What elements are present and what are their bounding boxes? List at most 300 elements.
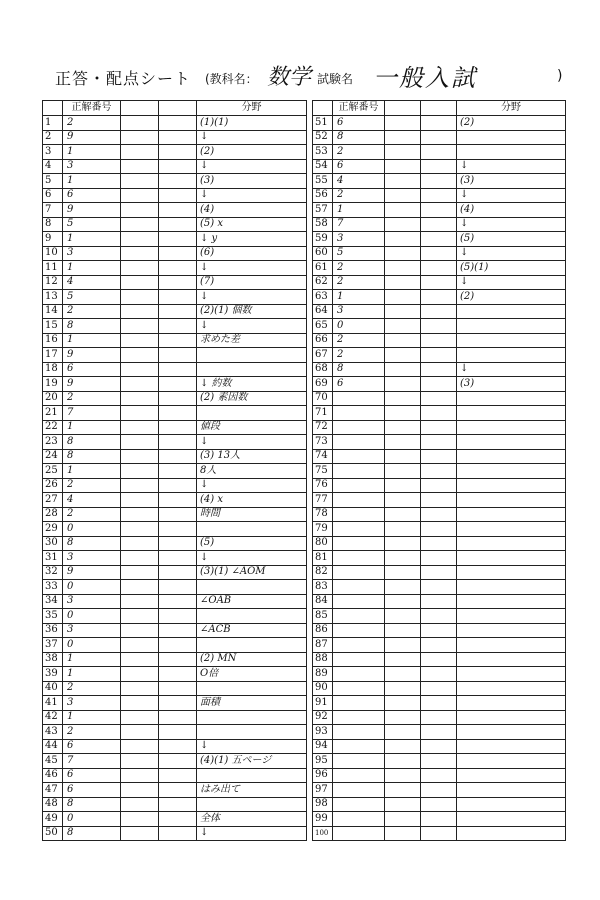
subject-label: (教科名：	[205, 72, 258, 86]
blank-cell	[421, 478, 457, 493]
field-value	[457, 710, 566, 725]
question-number: 96	[313, 768, 333, 783]
question-number: 84	[313, 594, 333, 609]
table-row	[313, 797, 566, 812]
blank-cell	[159, 681, 197, 696]
question-number: 13	[43, 290, 63, 305]
question-number: 10	[43, 246, 63, 261]
table-row	[43, 652, 307, 667]
blank-cell	[121, 377, 159, 392]
question-number: 97	[313, 783, 333, 798]
table-row	[313, 246, 566, 261]
field-value: (2) 素因数	[197, 391, 307, 406]
field-value	[197, 725, 307, 740]
blank-cell	[421, 638, 457, 653]
blank-cell	[421, 522, 457, 537]
field-value: 全体	[197, 812, 307, 827]
blank-cell	[385, 261, 421, 276]
question-number: 30	[43, 536, 63, 551]
blank-cell	[159, 449, 197, 464]
answer-value: 7	[63, 754, 121, 769]
field-value: ↓	[197, 188, 307, 203]
question-number: 23	[43, 435, 63, 450]
answer-value: 0	[63, 580, 121, 595]
question-number: 64	[313, 304, 333, 319]
table-row	[313, 565, 566, 580]
blank-cell	[159, 594, 197, 609]
question-number: 38	[43, 652, 63, 667]
table-row	[313, 232, 566, 247]
table-row	[313, 304, 566, 319]
answer-value: 9	[63, 377, 121, 392]
table-row	[313, 391, 566, 406]
answer-value	[333, 696, 385, 711]
answer-value: 2	[333, 275, 385, 290]
field-value: ↓	[197, 739, 307, 754]
table-row	[43, 667, 307, 682]
field-value	[457, 681, 566, 696]
answer-value	[333, 667, 385, 682]
question-number: 87	[313, 638, 333, 653]
blank-cell	[385, 275, 421, 290]
table-row	[313, 507, 566, 522]
table-row	[313, 435, 566, 450]
field-value	[197, 362, 307, 377]
answer-value	[333, 507, 385, 522]
blank-cell	[421, 609, 457, 624]
answer-value	[333, 783, 385, 798]
question-number: 43	[43, 725, 63, 740]
question-number: 94	[313, 739, 333, 754]
blank-cell	[159, 406, 197, 421]
blank-cell	[121, 391, 159, 406]
table-row	[313, 652, 566, 667]
answer-value	[333, 522, 385, 537]
question-number: 100	[313, 826, 333, 841]
blank-cell	[121, 797, 159, 812]
table-row	[313, 725, 566, 740]
blank-cell	[421, 783, 457, 798]
answer-value: 3	[63, 246, 121, 261]
blank-cell	[421, 159, 457, 174]
answer-value	[333, 638, 385, 653]
table-row	[43, 464, 307, 479]
blank-cell	[421, 681, 457, 696]
answer-value: 8	[63, 435, 121, 450]
answer-value: 2	[333, 145, 385, 160]
blank-cell	[159, 391, 197, 406]
blank-cell	[421, 406, 457, 421]
question-number: 93	[313, 725, 333, 740]
blank-cell	[121, 362, 159, 377]
field-value	[457, 449, 566, 464]
answer-value: 0	[333, 319, 385, 334]
question-number: 59	[313, 232, 333, 247]
blank-cell	[385, 449, 421, 464]
blank-cell	[121, 623, 159, 638]
blank-cell	[385, 333, 421, 348]
blank-cell	[385, 609, 421, 624]
answer-value: 6	[333, 159, 385, 174]
question-number: 5	[43, 174, 63, 189]
field-value: (3)	[197, 174, 307, 189]
blank-cell	[121, 159, 159, 174]
field-value: (2)	[197, 145, 307, 160]
table-row	[313, 377, 566, 392]
field-value: (4)(1) 五ページ	[197, 754, 307, 769]
table-row	[313, 783, 566, 798]
question-number: 46	[43, 768, 63, 783]
exam-label: 試験名	[317, 72, 354, 86]
question-number: 41	[43, 696, 63, 711]
question-number: 16	[43, 333, 63, 348]
field-value	[457, 768, 566, 783]
question-number: 86	[313, 623, 333, 638]
answer-value: 1	[63, 420, 121, 435]
blank-cell	[385, 203, 421, 218]
answer-value: 9	[63, 203, 121, 218]
answer-value	[333, 797, 385, 812]
field-value	[457, 130, 566, 145]
table-row	[43, 333, 307, 348]
field-value: 8人	[197, 464, 307, 479]
answer-value: 2	[333, 188, 385, 203]
answer-header: 正解番号	[333, 101, 385, 116]
blank-cell	[121, 710, 159, 725]
table-row	[43, 536, 307, 551]
field-value: (4) x	[197, 493, 307, 508]
blank-cell	[421, 319, 457, 334]
answer-value: 6	[63, 362, 121, 377]
blank-cell	[121, 145, 159, 160]
field-header: 分野	[197, 101, 307, 116]
field-value	[457, 333, 566, 348]
blank-cell	[421, 797, 457, 812]
blank-cell	[159, 638, 197, 653]
blank-cell	[385, 696, 421, 711]
blank-cell	[159, 435, 197, 450]
field-value	[457, 478, 566, 493]
blank-cell	[421, 768, 457, 783]
blank-cell	[121, 130, 159, 145]
blank-cell	[121, 188, 159, 203]
field-value: (4)	[197, 203, 307, 218]
blank-cell	[159, 478, 197, 493]
blank-cell	[159, 609, 197, 624]
field-value	[457, 391, 566, 406]
answer-value	[333, 493, 385, 508]
blank-cell	[159, 420, 197, 435]
blank-cell	[385, 188, 421, 203]
blank-cell	[385, 681, 421, 696]
question-number: 25	[43, 464, 63, 479]
blank-cell	[421, 623, 457, 638]
answer-value: 3	[63, 623, 121, 638]
field-value	[457, 406, 566, 421]
blank-cell	[121, 652, 159, 667]
blank-cell	[421, 377, 457, 392]
field-value: ↓	[197, 551, 307, 566]
answer-value: 2	[333, 333, 385, 348]
blank-cell	[421, 348, 457, 363]
question-number: 62	[313, 275, 333, 290]
table-row	[43, 435, 307, 450]
answer-value: 1	[63, 174, 121, 189]
blank-cell	[159, 275, 197, 290]
question-number: 65	[313, 319, 333, 334]
blank-cell	[121, 681, 159, 696]
table-row	[43, 507, 307, 522]
table-row	[313, 174, 566, 189]
answer-value: 6	[333, 116, 385, 131]
answer-value: 9	[63, 565, 121, 580]
subject-value: 数学	[267, 65, 312, 90]
field-value	[457, 638, 566, 653]
answer-value: 5	[63, 290, 121, 305]
answer-value: 2	[333, 261, 385, 276]
blank-cell	[159, 710, 197, 725]
blank-cell	[159, 565, 197, 580]
answer-value: 1	[63, 232, 121, 247]
field-value	[457, 565, 566, 580]
field-value	[457, 420, 566, 435]
blank-cell	[121, 246, 159, 261]
table-row	[313, 217, 566, 232]
blank-cell	[121, 203, 159, 218]
blank-cell	[385, 290, 421, 305]
answer-table-right	[312, 100, 566, 841]
field-value: (2)	[457, 290, 566, 305]
blank-cell	[121, 522, 159, 537]
answer-value: 1	[333, 203, 385, 218]
blank-cell	[385, 507, 421, 522]
question-number: 22	[43, 420, 63, 435]
answer-value: 4	[63, 493, 121, 508]
table-row	[313, 420, 566, 435]
table-row	[313, 449, 566, 464]
answer-value	[333, 464, 385, 479]
blank-cell	[385, 217, 421, 232]
question-number: 90	[313, 681, 333, 696]
blank-cell	[421, 710, 457, 725]
question-number: 44	[43, 739, 63, 754]
answer-value	[333, 725, 385, 740]
blank-cell	[421, 594, 457, 609]
table-row	[43, 493, 307, 508]
table-row	[43, 681, 307, 696]
blank-cell	[421, 449, 457, 464]
question-number: 68	[313, 362, 333, 377]
blank-cell	[385, 768, 421, 783]
question-number: 85	[313, 609, 333, 624]
blank-cell	[121, 319, 159, 334]
field-value	[197, 638, 307, 653]
field-value: 求めた差	[197, 333, 307, 348]
field-value	[457, 667, 566, 682]
answer-value	[333, 594, 385, 609]
question-number: 12	[43, 275, 63, 290]
answer-value	[333, 449, 385, 464]
question-number: 74	[313, 449, 333, 464]
answer-value	[333, 478, 385, 493]
question-number: 98	[313, 797, 333, 812]
table-row	[313, 826, 566, 841]
blank-cell	[159, 246, 197, 261]
question-number: 51	[313, 116, 333, 131]
table-row	[43, 725, 307, 740]
blank-cell	[385, 739, 421, 754]
blank-cell	[159, 493, 197, 508]
blank-cell	[385, 725, 421, 740]
blank-cell	[385, 348, 421, 363]
field-value	[457, 536, 566, 551]
table-row	[43, 565, 307, 580]
answer-value	[333, 609, 385, 624]
answer-value: 7	[333, 217, 385, 232]
blank-cell	[159, 580, 197, 595]
table-row	[313, 464, 566, 479]
blank-cell	[385, 667, 421, 682]
blank-cell	[159, 507, 197, 522]
field-value	[457, 783, 566, 798]
answer-value: 3	[63, 159, 121, 174]
blank-cell	[121, 507, 159, 522]
blank-cell	[385, 812, 421, 827]
answer-value: 0	[63, 638, 121, 653]
question-number: 95	[313, 754, 333, 769]
table-row	[43, 246, 307, 261]
blank-cell	[421, 116, 457, 131]
question-number: 35	[43, 609, 63, 624]
blank-header	[159, 101, 197, 116]
question-number: 19	[43, 377, 63, 392]
table-row	[313, 681, 566, 696]
question-number: 63	[313, 290, 333, 305]
field-value: ↓	[457, 159, 566, 174]
blank-cell	[159, 667, 197, 682]
answer-value: 2	[63, 304, 121, 319]
field-value: ↓	[457, 246, 566, 261]
blank-cell	[121, 754, 159, 769]
blank-cell	[159, 725, 197, 740]
answer-value: 5	[333, 246, 385, 261]
field-value	[197, 580, 307, 595]
blank-cell	[385, 174, 421, 189]
answer-value: 1	[63, 667, 121, 682]
blank-cell	[421, 565, 457, 580]
answer-value: 7	[63, 406, 121, 421]
table-row	[43, 594, 307, 609]
table-row	[313, 754, 566, 769]
table-row	[43, 623, 307, 638]
answer-value	[333, 754, 385, 769]
blank-cell	[421, 420, 457, 435]
blank-cell	[385, 623, 421, 638]
question-number: 32	[43, 565, 63, 580]
blank-cell	[385, 130, 421, 145]
table-row	[43, 145, 307, 160]
number-header	[313, 101, 333, 116]
field-value: ↓	[457, 188, 566, 203]
blank-cell	[421, 435, 457, 450]
blank-cell	[159, 203, 197, 218]
table-row	[43, 188, 307, 203]
field-value	[197, 522, 307, 537]
close-paren: )	[557, 68, 563, 84]
field-value	[457, 319, 566, 334]
blank-header	[421, 101, 457, 116]
question-number: 73	[313, 435, 333, 450]
blank-cell	[159, 130, 197, 145]
question-number: 77	[313, 493, 333, 508]
field-value	[457, 435, 566, 450]
blank-cell	[421, 580, 457, 595]
table-row	[313, 188, 566, 203]
field-value	[457, 493, 566, 508]
blank-cell	[159, 812, 197, 827]
question-number: 14	[43, 304, 63, 319]
question-number: 3	[43, 145, 63, 160]
answer-value	[333, 812, 385, 827]
question-number: 88	[313, 652, 333, 667]
field-value: O倍	[197, 667, 307, 682]
table-row	[43, 638, 307, 653]
blank-cell	[385, 464, 421, 479]
table-row	[43, 203, 307, 218]
answer-value: 1	[63, 464, 121, 479]
question-number: 4	[43, 159, 63, 174]
answer-value: 4	[63, 275, 121, 290]
field-header: 分野	[457, 101, 566, 116]
table-row	[313, 696, 566, 711]
blank-cell	[385, 362, 421, 377]
question-number: 76	[313, 478, 333, 493]
answer-value: 3	[333, 304, 385, 319]
field-value	[457, 522, 566, 537]
blank-cell	[159, 362, 197, 377]
table-row	[313, 522, 566, 537]
blank-cell	[121, 812, 159, 827]
blank-cell	[421, 217, 457, 232]
field-value: ↓	[197, 478, 307, 493]
table-row	[313, 348, 566, 363]
question-number: 2	[43, 130, 63, 145]
question-number: 78	[313, 507, 333, 522]
blank-cell	[385, 304, 421, 319]
blank-cell	[385, 420, 421, 435]
table-row	[313, 319, 566, 334]
field-value: ↓	[197, 261, 307, 276]
blank-cell	[159, 826, 197, 841]
blank-cell	[421, 812, 457, 827]
blank-cell	[121, 261, 159, 276]
question-number: 89	[313, 667, 333, 682]
blank-cell	[159, 652, 197, 667]
field-value	[457, 594, 566, 609]
blank-cell	[159, 217, 197, 232]
answer-value	[333, 435, 385, 450]
question-number: 29	[43, 522, 63, 537]
table-row	[43, 420, 307, 435]
blank-cell	[421, 362, 457, 377]
answer-value: 9	[63, 348, 121, 363]
field-value: (7)	[197, 275, 307, 290]
blank-cell	[121, 406, 159, 421]
blank-cell	[385, 710, 421, 725]
blank-cell	[159, 522, 197, 537]
table-row	[313, 768, 566, 783]
question-number: 70	[313, 391, 333, 406]
